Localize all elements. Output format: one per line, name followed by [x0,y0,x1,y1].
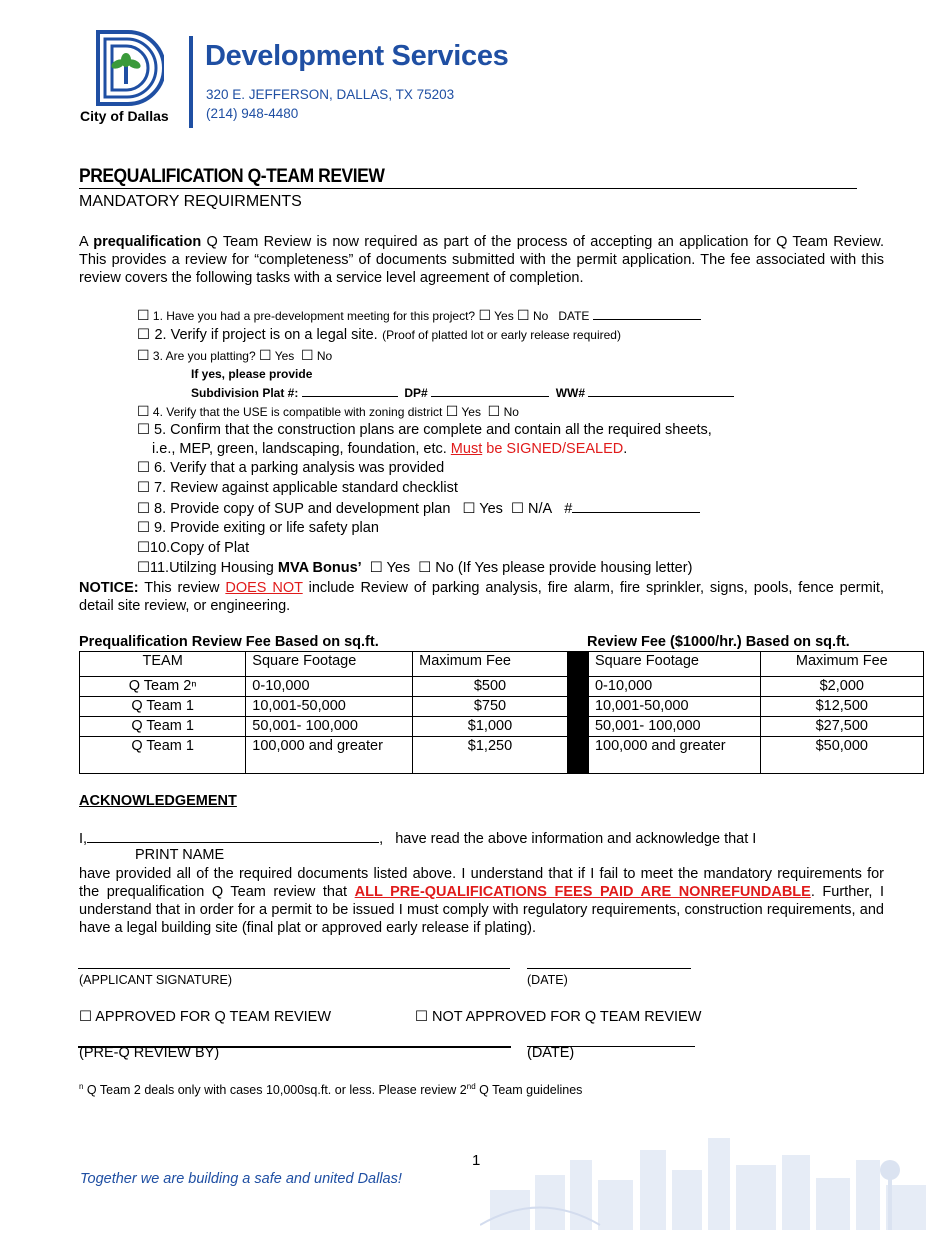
footnote-text-b: Q Team guidelines [475,1083,583,1098]
checklist-item-6 [137,460,444,476]
footnote-mark: n [79,1082,84,1091]
subdivision-plat-field[interactable] [302,384,398,397]
footnote-text-a: Q Team 2 deals only with cases 10,000sq.ft. or less. Please review 2 [83,1083,467,1098]
row-fee-hourly: $27,500 [760,717,923,737]
checkbox-sup-yes[interactable]: ☐ [462,501,476,517]
row-team: Q Team 1 [80,697,246,717]
table-row [80,677,924,697]
table-row [80,717,924,737]
item1-yes-label: Yes [494,309,514,323]
header-address: 320 E. JEFFERSON, DALLAS, TX 75203 [206,87,455,102]
preq-review-label: (PRE-Q REVIEW BY) [79,1045,220,1061]
checkbox-sup-plan[interactable]: ☐ [137,501,150,517]
checklist-item-3 [137,347,332,364]
row-sqft: 0-10,000 [246,677,413,697]
print-name-field[interactable] [87,830,379,843]
header-sqft: Square Footage [246,652,413,677]
table-row [80,697,924,717]
row-team: Q Team 2ⁿ [80,677,246,697]
checkbox-mva-yes[interactable]: ☐ [369,560,383,576]
item7-text: 7. Review against applicable standard checklist [154,480,458,496]
item3-text: 3. Are you platting? [152,349,256,363]
checklist-item-8 [137,500,700,517]
row-sqft-hourly: 50,001- 100,000 [588,717,760,737]
ack-line1-tail: have read the above information and acknowledge that I [395,831,757,847]
checklist-item-7 [137,480,458,496]
row-sqft: 10,001-50,000 [246,697,413,717]
notice-does-not: DOES NOT [225,580,303,596]
row-sqft: 100,000 and greater [246,737,413,774]
checklist-item-1 [137,307,701,324]
item4-yes-label: Yes [461,405,481,419]
ack-body-a: have provided all of the required documents listed above. I understand that if I fail to meet the mandatory requirements for the prequalification Q Team review that [79,866,884,900]
item2-note: (Proof of platted lot or early release required) [382,328,621,342]
table-row [80,737,924,774]
ack-nonrefundable: ALL PRE-QUALIFICATIONS FEES PAID ARE NONREFUNDABLE [354,884,811,900]
dp-label: DP# [404,386,428,400]
row-fee: $750 [413,697,568,717]
item5-must: Must [450,441,483,457]
checkbox-mva-bonus[interactable]: ☐ [137,560,150,576]
checklist-item-11 [137,560,692,576]
footer-tagline: Together we are building a safe and united Dallas! [80,1171,402,1187]
ww-field[interactable] [588,384,734,397]
row-fee-hourly: $12,500 [760,697,923,717]
footnote-sup: nd [466,1082,476,1091]
item2-text: 2. Verify if project is on a legal site. [154,327,378,343]
item1-no-label: No [532,309,549,323]
platting-instruction: If yes, please provide [191,367,313,381]
platting-fields [191,384,734,400]
item3-yes-label: Yes [274,349,295,363]
checkbox-copy-of-plat[interactable]: ☐ [137,540,150,556]
checkbox-life-safety[interactable]: ☐ [137,520,150,536]
checklist-item-5 [137,422,712,438]
checklist-item-5-cont [152,441,627,457]
checklist-item-4 [137,403,519,420]
intro-paragraph [79,233,884,287]
item5-period: . [623,441,628,457]
header-divider [189,36,193,128]
premeeting-date-field[interactable] [593,307,701,320]
row-sqft: 50,001- 100,000 [246,717,413,737]
checklist-item-9 [137,520,379,536]
header-title: Development Services [205,40,509,72]
row-fee-hourly: $50,000 [760,737,923,774]
header-team: TEAM [80,652,246,677]
dallas-skyline-icon [480,1130,950,1230]
notice-post: include Review of parking analysis, fire alarm, fire sprinkler, signs, pools, fence permit, detail site review, or engineering. [79,580,884,614]
row-team: Q Team 1 [80,717,246,737]
row-fee: $1,250 [413,737,568,774]
header-sqft-hourly: Square Footage [588,652,760,677]
ack-line-1 [79,830,756,847]
checkbox-sup-na[interactable]: ☐ [511,501,524,517]
fee-table-right-title: Review Fee ($1000/hr.) Based on sq.ft. [587,634,850,650]
date-label: (DATE) [527,973,568,987]
checkbox-use-zoning-no[interactable]: ☐ [487,403,501,419]
item9-text: 9. Provide exiting or life safety plan [154,520,379,536]
checkbox-standard-checklist[interactable]: ☐ [137,480,150,496]
applicant-signature-line[interactable] [78,968,510,969]
ack-body [79,865,884,937]
notice-paragraph [79,579,884,615]
item11-tail: No (If Yes please provide housing letter) [435,560,693,576]
intro-text-b: Q Team Review is now required as part of the process of accepting an application for Q Team Review. This provides a review for “completeness” of documents submitted with the permit application. The fee associated with this review covers the following tasks with a service level agreement of completion. [79,234,885,286]
item6-text: 6. Verify that a parking analysis was provided [154,460,445,476]
intro-text-a: A [79,234,94,250]
item8-yes-label: Yes [479,501,503,517]
item5-text-cont: i.e., MEP, green, landscaping, foundation, etc. [152,441,447,457]
row-sqft-hourly: 10,001-50,000 [588,697,760,717]
fee-table-left-title: Prequalification Review Fee Based on sq.ft. [79,634,379,650]
row-fee-hourly: $2,000 [760,677,923,697]
row-fee: $500 [413,677,568,697]
item11-bold: MVA Bonus’ [277,560,362,576]
ack-heading: ACKNOWLEDGEMENT [79,793,237,809]
row-sqft-hourly: 100,000 and greater [588,737,760,774]
sup-number-field[interactable] [572,500,700,513]
footnote [79,1082,582,1097]
city-of-dallas-logo-icon [94,30,164,106]
row-sqft-hourly: 0-10,000 [588,677,760,697]
notice-label: NOTICE: [79,580,139,596]
skyline-graphic [480,1130,950,1230]
checkbox-parking-analysis[interactable]: ☐ [137,460,150,476]
item5-text: 5. Confirm that the construction plans are complete and contain all the required sheets, [154,422,712,438]
item8-hash: # [564,501,573,517]
checkbox-construction-plans[interactable]: ☐ [137,422,150,438]
page-subtitle: MANDATORY REQUIRMENTS [79,193,302,210]
checkbox-legal-site[interactable]: ☐ [137,327,150,343]
header-max-fee: Maximum Fee [413,652,568,677]
checklist-item-2 [137,326,621,344]
checkbox-mva-no[interactable]: ☐ [418,560,432,576]
item10-text: 10.Copy of Plat [150,540,250,556]
item3-no-label: No [316,349,333,363]
logo-caption: City of Dallas [80,108,169,124]
row-fee: $1,000 [413,717,568,737]
checkbox-platting[interactable]: ☐ [137,347,150,363]
page-title: PREQUALIFICATION Q-TEAM REVIEW [79,166,385,187]
checkbox-premeeting[interactable]: ☐ [137,307,150,323]
header-phone: (214) 948-4480 [206,106,299,121]
checkbox-premeeting-no[interactable]: ☐ [517,307,530,323]
item8-text: 8. Provide copy of SUP and development plan [154,501,451,517]
checkbox-platting-no[interactable]: ☐ [300,347,314,363]
city-logo [94,30,164,106]
approved-option[interactable]: ☐ APPROVED FOR Q TEAM REVIEW [79,1009,332,1025]
ack-comma: , [379,831,384,847]
notice-pre: This review [138,580,226,596]
date-line[interactable] [527,968,691,969]
item11-yes-label: Yes [386,560,411,576]
dp-field[interactable] [431,384,549,397]
checkbox-use-zoning-yes[interactable]: ☐ [445,403,459,419]
ack-body-b: . Further, I understand that in order for a permit to be issued I must comply with regulatory requirements, construction requirements, and have a legal building site (final plat or approved early release if plating). [79,884,884,936]
date2-label: (DATE) [527,1045,575,1061]
checkbox-platting-yes[interactable]: ☐ [259,347,272,363]
item1-text: 1. Have you had a pre-development meeting for this project? [152,309,476,323]
checkbox-use-zoning[interactable]: ☐ [137,403,150,419]
title-rule [79,188,857,189]
intro-bold: prequalification [93,234,202,250]
item4-text: 4. Verify that the USE is compatible with zoning district [152,405,443,419]
table-divider [567,652,588,774]
row-team: Q Team 1 [80,737,246,774]
item4-no-label: No [503,405,519,419]
subdivision-plat-label: Subdivision Plat #: [191,386,299,400]
item5-signed-sealed: be SIGNED/SEALED [486,441,624,457]
fee-table-header [80,652,924,677]
checklist-item-10 [137,540,249,556]
item1-date-label: DATE [558,309,590,323]
checkbox-premeeting-yes[interactable]: ☐ [478,307,491,323]
item11-text: 11.Utilzing Housing [150,560,278,576]
ack-i-prefix: I, [79,831,88,847]
item8-na-label: N/A [528,501,553,517]
fee-table [79,651,924,774]
page-number: 1 [472,1152,481,1169]
header-max-fee-hourly: Maximum Fee [760,652,923,677]
not-approved-option[interactable]: ☐ NOT APPROVED FOR Q TEAM REVIEW [415,1009,702,1025]
applicant-signature-label: (APPLICANT SIGNATURE) [79,973,233,987]
ww-label: WW# [555,386,586,400]
print-name-label: PRINT NAME [135,847,225,863]
